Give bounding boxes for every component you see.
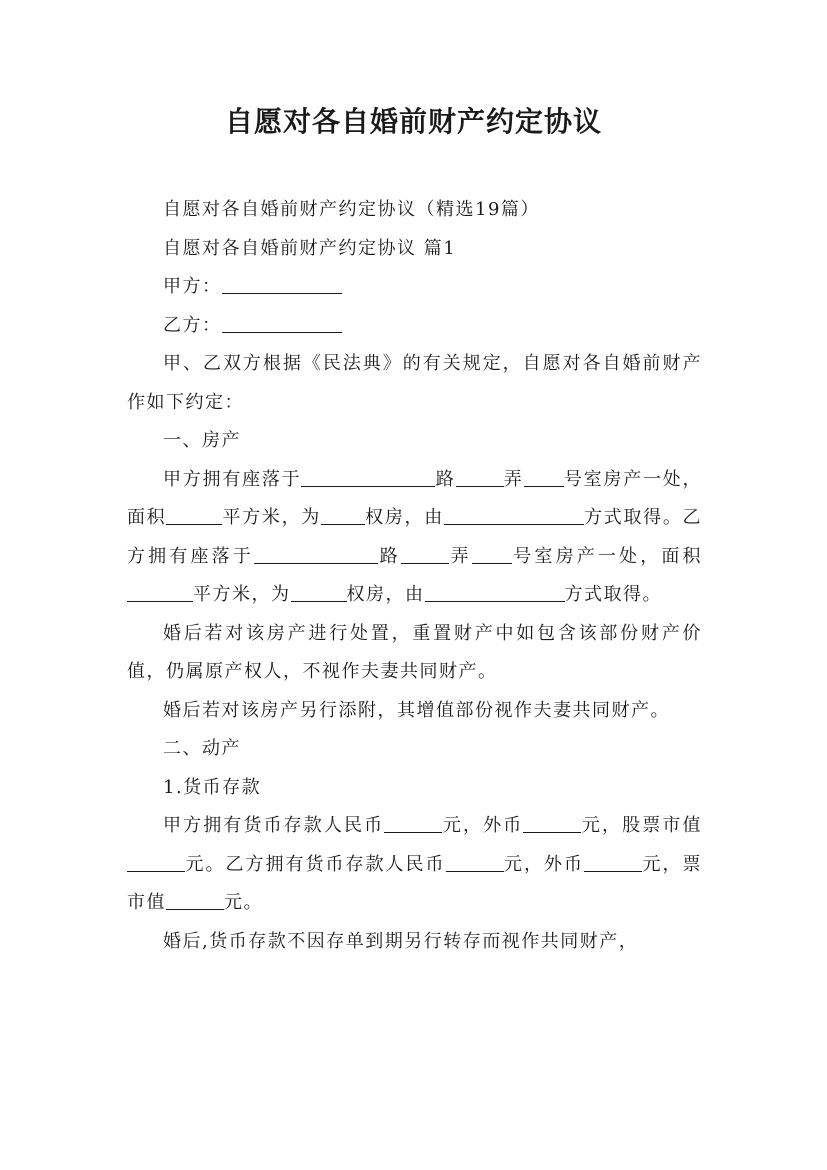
- blank-line: [254, 545, 378, 564]
- real-estate-disposal-paragraph: 婚后若对该房产进行处置，重置财产中如包含该部份财产价值，仍属原产权人，不视作夫妻共同财产。: [127, 622, 702, 682]
- blank-line: [127, 853, 185, 872]
- blank-line: [425, 583, 565, 602]
- deposits-paragraph: [127, 807, 702, 923]
- party-b-blank: [222, 314, 342, 333]
- text-segment: 元，外币: [503, 853, 584, 875]
- text-segment: 甲方拥有座落于: [163, 468, 302, 490]
- real-estate-paragraph: [127, 461, 702, 615]
- text-segment: 甲方拥有货币存款人民币: [163, 815, 385, 836]
- blank-line: [401, 545, 449, 564]
- heading-deposits: 1.货币存款: [163, 776, 262, 798]
- text-segment: 路: [377, 545, 401, 567]
- document-body: [127, 191, 702, 961]
- subtitle: 自愿对各自婚前财产约定协议（精选19篇）: [163, 199, 540, 220]
- party-a-label: 甲方：: [163, 276, 222, 297]
- text-segment: 元，票市值: [127, 853, 702, 913]
- text-segment: 弄: [503, 468, 524, 490]
- real-estate-addition-paragraph: 婚后若对该房产另行添附，其增值部份视作夫妻共同财产。: [163, 699, 670, 721]
- text-segment: 平方米，为: [222, 507, 321, 528]
- blank-line: [384, 814, 442, 833]
- heading-real-estate: 一、房产: [163, 430, 241, 451]
- blank-line: [127, 583, 193, 602]
- blank-line: [301, 468, 435, 487]
- text-segment: 元。: [224, 892, 263, 913]
- heading-movable-property: 二、动产: [163, 738, 241, 759]
- party-b-line: [127, 307, 702, 346]
- text-segment: 元，外币: [442, 815, 524, 836]
- text-segment: 元。乙方拥有货币存款人民币: [185, 853, 446, 875]
- blank-line: [524, 468, 564, 487]
- text-segment: 方式取得。乙方拥有座落于: [127, 507, 703, 567]
- text-segment: 号室房产一处，面积: [511, 545, 703, 567]
- text-segment: 元，股票市值: [581, 815, 703, 836]
- text-segment: 号室房产一处，面积: [127, 468, 703, 528]
- party-a-line: [127, 268, 702, 307]
- party-b-label: 乙方：: [163, 314, 222, 336]
- blank-line: [166, 506, 222, 525]
- text-segment: 弄: [448, 545, 472, 567]
- deposits-paragraph-2: 婚后,货币存款不因存单到期另行转存而视作共同财产，: [163, 930, 639, 952]
- section-heading: 自愿对各自婚前财产约定协议 篇1: [163, 237, 457, 259]
- document-title: 自愿对各自婚前财产约定协议: [224, 105, 602, 138]
- text-segment: 方式取得。: [564, 584, 662, 605]
- text-segment: 权房，由: [346, 584, 425, 605]
- blank-line: [456, 468, 504, 487]
- blank-line: [291, 583, 347, 602]
- blank-line: [472, 545, 512, 564]
- blank-line: [321, 506, 365, 525]
- blank-line: [446, 853, 504, 872]
- intro-paragraph: 甲、乙双方根据《民法典》的有关规定，自愿对各自婚前财产作如下约定：: [127, 353, 702, 413]
- blank-line: [584, 853, 642, 872]
- blank-line: [444, 506, 584, 525]
- text-segment: 路: [435, 468, 456, 490]
- text-segment: 平方米，为: [193, 584, 291, 605]
- party-a-blank: [222, 275, 342, 294]
- text-segment: 权房，由: [364, 507, 444, 528]
- blank-line: [523, 814, 581, 833]
- blank-line: [166, 891, 224, 910]
